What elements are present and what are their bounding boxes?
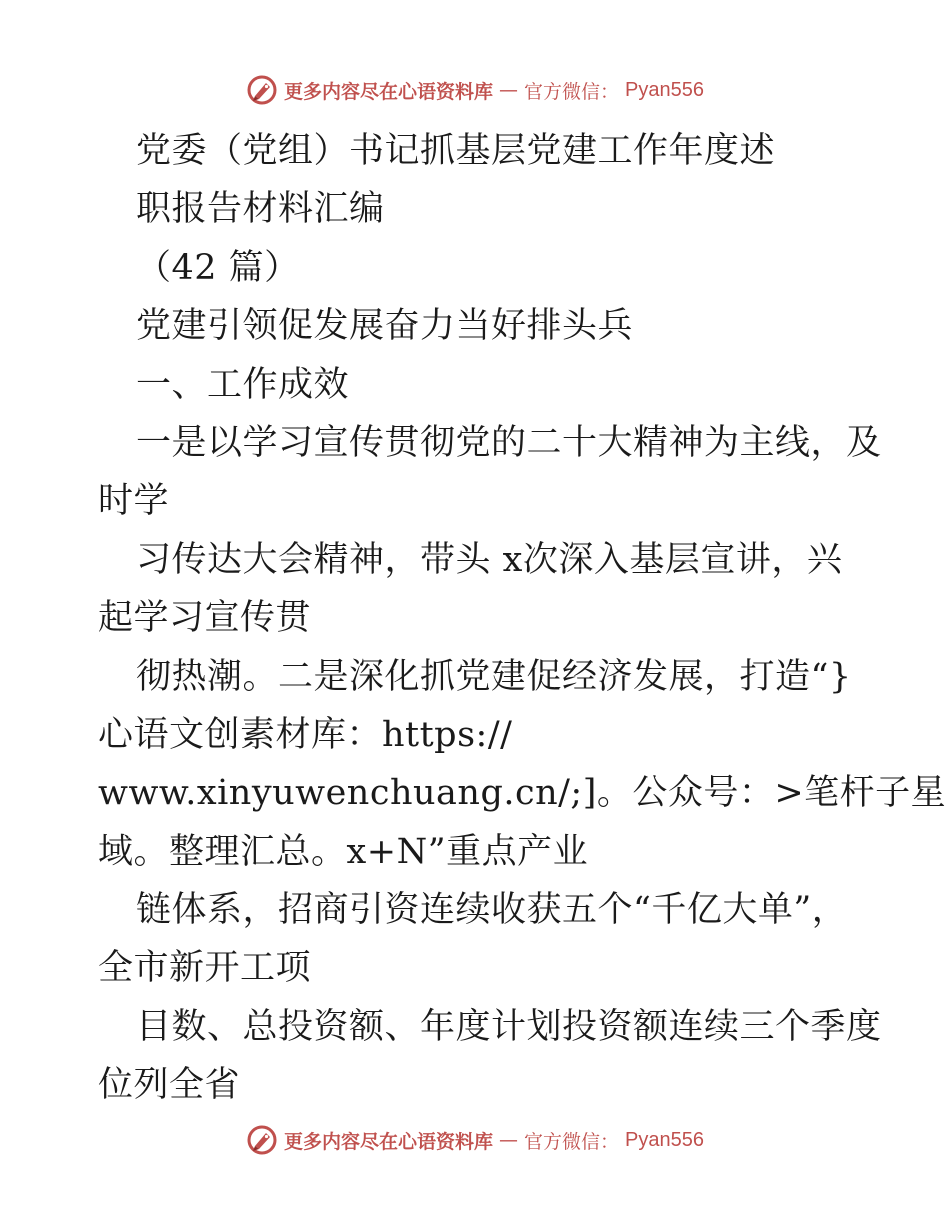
text-line: 全市新开工项 xyxy=(98,948,312,989)
pen-nib-logo-icon xyxy=(246,1124,278,1156)
text-line: 职报告材料汇编 xyxy=(136,189,385,230)
banner-main-text: 更多内容尽在心语资料库 xyxy=(284,80,494,103)
footer-banner xyxy=(0,1120,950,1160)
banner-wechat-id: Pyan556 xyxy=(625,1128,704,1151)
text-line: 时学 xyxy=(98,481,170,522)
text-line: 心语文创素材库：https:// xyxy=(98,714,513,755)
header-banner xyxy=(0,70,950,110)
text-line: 目数、总投资额、年度计划投资额连续三个季度 xyxy=(136,1006,882,1047)
document-body xyxy=(98,122,947,1115)
banner-main-text: 更多内容尽在心语资料库 xyxy=(284,1130,494,1153)
pen-nib-logo-icon xyxy=(246,74,278,106)
text-line: www.xinyuwenchuang.cn/;]。公众号：>笔杆子星 xyxy=(98,773,947,814)
text-line: 起学习宣传贯 xyxy=(98,598,312,639)
banner-wechat-label: 官方微信： xyxy=(524,80,620,103)
banner-wechat-label: 官方微信： xyxy=(524,1130,620,1153)
text-line: 一、工作成效 xyxy=(136,364,350,405)
banner-wechat-id: Pyan556 xyxy=(625,78,704,101)
banner-separator: — xyxy=(499,1129,519,1151)
banner-separator: — xyxy=(499,79,519,101)
text-line: 党建引领促发展奋力当好排头兵 xyxy=(136,306,634,347)
text-line: （42 篇） xyxy=(136,247,300,288)
text-line: 一是以学习宣传贯彻党的二十大精神为主线，及 xyxy=(136,422,882,463)
text-line: 链体系，招商引资连续收获五个“千亿大单”， xyxy=(136,890,848,931)
text-line: 习传达大会精神，带头 x次深入基层宣讲，兴 xyxy=(136,539,843,580)
text-line: 位列全省 xyxy=(98,1065,241,1106)
text-line: 域。整理汇总。x+N”重点产业 xyxy=(98,831,589,872)
text-line: 党委（党组）书记抓基层党建工作年度述 xyxy=(136,131,776,171)
text-line: 彻热潮。二是深化抓党建促经济发展，打造“} xyxy=(136,656,852,697)
